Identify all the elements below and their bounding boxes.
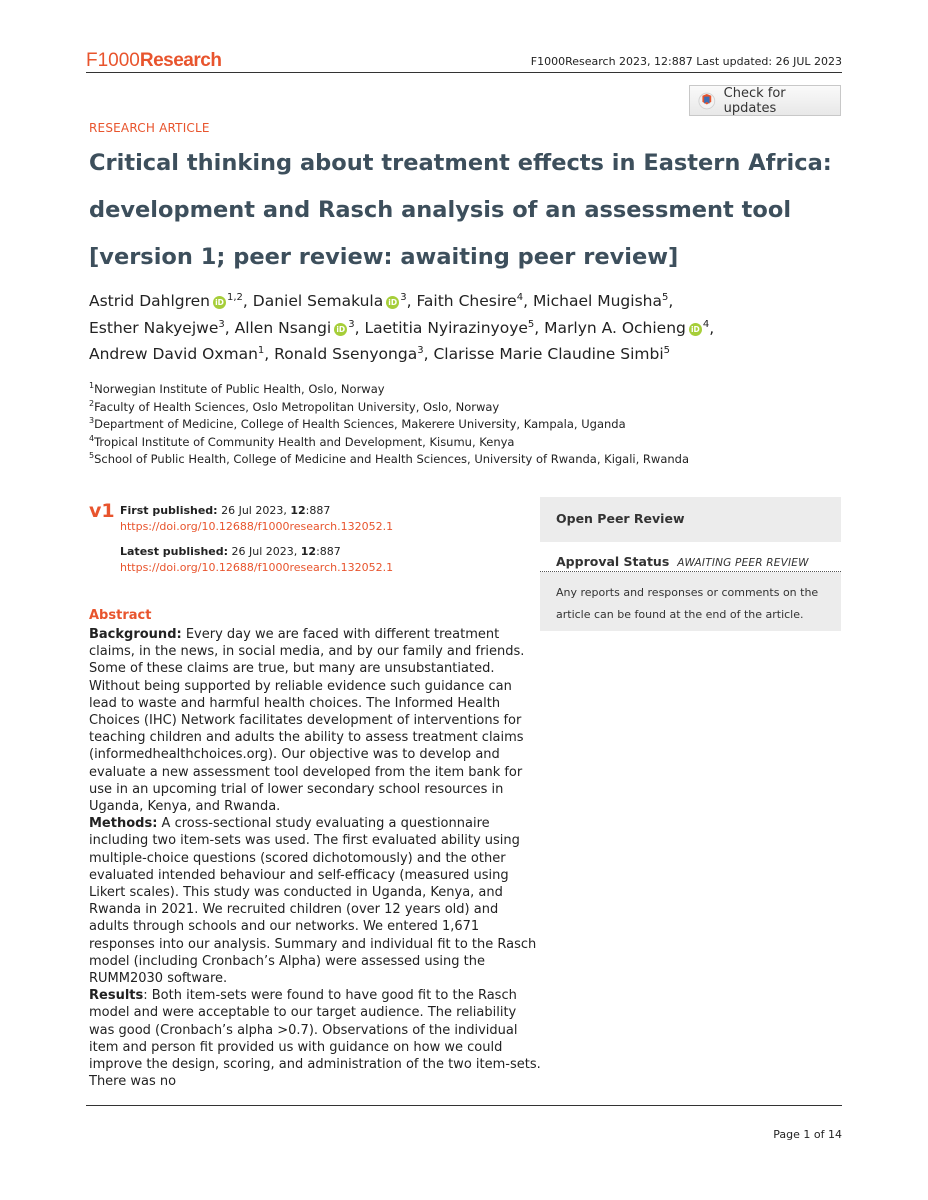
abstract-methods: Methods: A cross-sectional study evaluating a questionnaire including two item-sets was used. The first evaluated ability using multiple-choice questions (scored dichotomously) and the other evaluated intended behaviour and self-efficacy (measured using Likert scales). This study was conducted in Uganda, Kenya, and Rwanda in 2021. We recruited children (over 12 years old) and adults through schools and our networks. We entered 1,671 responses into our analysis. Summary and individual fit to the Rasch model (including Cronbach’s Alpha) were assessed using the RUMM2030 software. — [89, 816, 537, 987]
affiliation-item: $^4$Tropical Institute of Community Health and Development, Kisumu, Kenya — [89, 433, 515, 449]
author-name[interactable]: Marlyn A. Ochieng — [544, 318, 686, 337]
affiliation-list — [89, 381, 849, 469]
open-peer-review-panel — [540, 497, 841, 631]
author-line: Esther Nakyejwe$^3$, Allen Nsangi iD $^3$, Laetitia Nyirazinyoye$^5$, Marlyn A. Ochieng iD $^4$, — [89, 318, 715, 337]
abstract-heading: Abstract — [89, 608, 152, 623]
orcid-icon[interactable]: iD — [213, 296, 226, 309]
version-badge: v1 — [89, 500, 115, 522]
peer-review-title: Open Peer Review — [556, 511, 685, 526]
approval-status-label: Approval Status — [556, 554, 670, 569]
title-line: development and Rasch analysis of an assessment tool — [89, 197, 792, 223]
footer-divider — [86, 1105, 842, 1106]
article-title — [89, 140, 849, 281]
affiliation-item: $^2$Faculty of Health Sciences, Oslo Metropolitan University, Oslo, Norway — [89, 398, 500, 414]
approval-status-value: AWAITING PEER REVIEW — [677, 557, 809, 569]
check-updates-icon — [698, 92, 716, 110]
author-name[interactable]: Daniel Semakula — [252, 292, 384, 310]
latest-published: Latest published: 26 Jul 2023, 12:887 https://doi.org/10.12688/f1000research.132052.1 — [120, 545, 394, 574]
author-name[interactable]: Clarisse Marie Claudine Simbi — [433, 345, 664, 363]
title-line: [version 1; peer review: awaiting peer review] — [89, 244, 679, 270]
latest-doi-link[interactable]: https://doi.org/10.12688/f1000research.132052.1 — [120, 560, 394, 574]
f1000research-logo[interactable]: F1000Research — [86, 50, 222, 71]
orcid-icon[interactable]: iD — [689, 323, 702, 336]
page-number: Page 1 of 14 — [773, 1128, 842, 1141]
abstract-background: Background: Every day we are faced with different treatment claims, in the news, in social media, and by our family and friends. Some of these claims are true, but many are unsubstantiated. Without being supported by reliable evidence such guidance can lead to waste and harmful health choices. The Informed Health Choices (IHC) Network facilitates development of interventions for teaching children and adults the ability to assess treatment claims (informedhealthchoices.org). Our objective was to develop and evaluate a new assessment tool developed from the item bank for use in an upcoming trial of lower secondary school resources in Uganda, Kenya, and Rwanda. — [89, 627, 525, 815]
orcid-icon[interactable]: iD — [334, 323, 347, 336]
header-citation: F1000Research 2023, 12:887 Last updated: 26 JUL 2023 — [530, 55, 842, 68]
author-line: Astrid Dahlgren iD $^{1,2}$, Daniel Semakula iD $^3$, Faith Chesire$^4$, Michael Mugisha$^5$, — [89, 291, 674, 310]
author-name[interactable]: Andrew David Oxman — [89, 345, 258, 363]
author-name[interactable]: Laetitia Nyirazinyoye — [364, 318, 528, 337]
author-list — [89, 288, 849, 368]
first-published: First published: 26 Jul 2023, 12:887 https://doi.org/10.12688/f1000research.132052.1 — [120, 504, 394, 533]
author-name[interactable]: Faith Chesire — [416, 292, 517, 310]
title-line: Critical thinking about treatment effects in Eastern Africa: — [89, 150, 832, 176]
author-name[interactable]: Allen Nsangi — [234, 318, 332, 337]
first-doi-link[interactable]: https://doi.org/10.12688/f1000research.132052.1 — [120, 519, 394, 533]
header-divider — [86, 72, 842, 73]
check-updates-label: Check for updates — [723, 85, 786, 116]
abstract-body — [89, 626, 541, 1090]
affiliation-item: $^1$Norwegian Institute of Public Health, Oslo, Norway — [89, 381, 385, 396]
author-name[interactable]: Esther Nakyejwe — [89, 318, 219, 337]
author-name[interactable]: Michael Mugisha — [532, 292, 662, 310]
affiliation-item: $^3$Department of Medicine, College of Health Sciences, Makerere University, Kampala, Uganda — [89, 416, 626, 431]
orcid-icon[interactable]: iD — [386, 296, 399, 309]
peer-review-note: Any reports and responses or comments on the article can be found at the end of the article. — [556, 586, 819, 621]
check-for-updates-button[interactable] — [689, 85, 841, 116]
author-name[interactable]: Ronald Ssenyonga — [274, 345, 418, 363]
author-line: Andrew David Oxman$^1$, Ronald Ssenyonga$^3$, Clarisse Marie Claudine Simbi$^5$ — [89, 344, 671, 363]
abstract-results: Results: Both item-sets were found to have good fit to the Rasch model and were acceptable to our target audience. The reliability was good (Cronbach’s alpha >0.7). Observations of the individual item and person fit provided us with guidance on how we could improve the design, scoring, and administration of the two item-sets. There was no — [89, 988, 541, 1090]
publication-info — [120, 503, 393, 585]
author-name[interactable]: Astrid Dahlgren — [89, 292, 210, 310]
affiliation-item: $^5$School of Public Health, College of Medicine and Health Sciences, University of Rwanda, Kigali, Rwanda — [89, 451, 690, 466]
approval-status-row — [540, 542, 841, 572]
article-type: RESEARCH ARTICLE — [89, 121, 210, 135]
